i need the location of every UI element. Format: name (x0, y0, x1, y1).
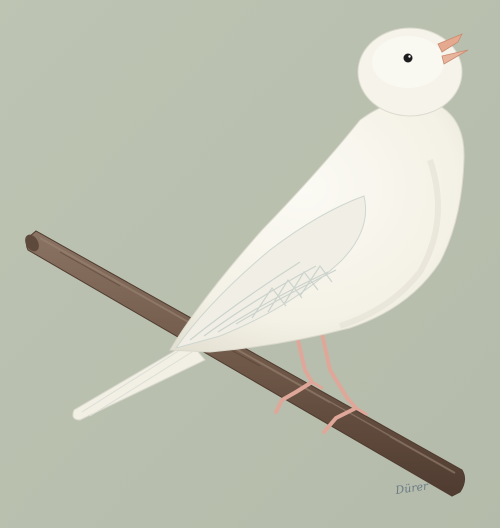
eye (404, 54, 413, 63)
artist-signature: Dürer (394, 479, 430, 497)
eye-glint (408, 55, 410, 57)
